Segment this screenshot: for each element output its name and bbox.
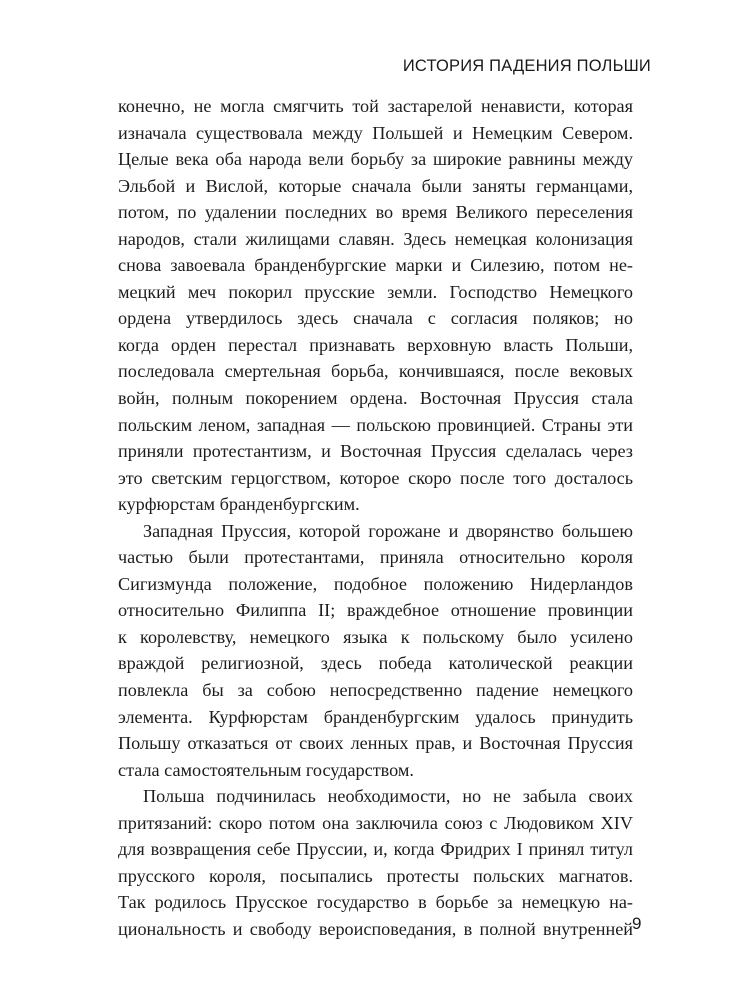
text-line: Польшу отказаться от своих ленных прав, и Восточная Пруссия — [118, 733, 633, 754]
text-line: польским леном, западная — польскою провинцией. Страны эти — [118, 414, 633, 435]
text-line: элемента. Курфюрстам бранденбургским удалось принудить — [118, 706, 633, 727]
text-line: народов, стали жилищами славян. Здесь немецкая колонизация — [118, 228, 633, 249]
text-line: это светским герцогством, которое скоро после того досталось — [118, 467, 633, 488]
text-line: Западная Пруссия, которой горожане и дворянство большею — [143, 520, 633, 541]
text-line: Так родилось Прусское государство в борьбе за немецкую на- — [118, 892, 633, 913]
text-line: циональность и свободу вероисповедания, в полной внутренней — [118, 918, 633, 939]
paragraph-3 — [118, 783, 633, 942]
text-line: приняли протестантизм, и Восточная Пруссия сделалась через — [118, 441, 633, 462]
text-line: ордена утвердилось здесь сначала с согласия поляков; но — [118, 308, 633, 329]
text-line: к королевству, немецкого языка к польскому было усилено — [118, 626, 633, 647]
text-line: относительно Филиппа II; враждебное отношение провинции — [118, 600, 633, 621]
text-line: Сигизмунда положение, подобное положению Нидерландов — [118, 573, 633, 594]
text-line: повлекла бы за собою непосредственно падение немецкого — [118, 680, 633, 701]
text-line: притязаний: скоро потом она заключила союз с Людовиком XIV — [118, 812, 633, 833]
paragraph-1 — [118, 93, 633, 518]
text-line: изначала существовала между Польшей и Немецким Севером. — [118, 122, 633, 143]
text-line: войн, полным покорением ордена. Восточная Пруссия стала — [118, 388, 633, 409]
text-line: мецкий меч покорил прусские земли. Господство Немецкого — [118, 281, 633, 302]
body-text — [118, 93, 633, 943]
text-line: снова завоевала бранденбургские марки и Силезию, потом не- — [118, 255, 633, 276]
text-line: Эльбой и Вислой, которые сначала были заняты германцами, — [118, 175, 633, 196]
text-line: курфюрстам бранденбургским. — [118, 494, 360, 515]
text-line: для возвращения себе Пруссии, и, когда Фридрих I принял титул — [118, 839, 633, 860]
text-line: потом, по удалении последних во время Великого переселения — [118, 202, 633, 223]
paragraph-2 — [118, 518, 633, 783]
text-line: конечно, не могла смягчить той застарелой ненависти, которая — [118, 96, 633, 116]
text-line: прусского короля, посыпались протесты польских магнатов. — [118, 865, 633, 886]
page-number: 9 — [632, 914, 642, 933]
text-line: враждой религиозной, здесь победа католической реакции — [118, 653, 633, 674]
text-line: когда орден перестал признавать верховную власть Польши, — [118, 334, 633, 355]
text-line: Целые века оба народа вели борьбу за широкие равнины между — [118, 149, 633, 170]
text-line: Польша подчинилась необходимости, но не забыла своих — [143, 786, 633, 807]
text-line: частью были протестантами, приняла относительно короля — [118, 547, 633, 568]
text-line: последовала смертельная борьба, кончившаяся, после вековых — [118, 361, 633, 382]
text-line: стала самостоятельным государством. — [118, 759, 414, 780]
running-header: ИСТОРИЯ ПАДЕНИЯ ПОЛЬШИ — [402, 57, 651, 75]
